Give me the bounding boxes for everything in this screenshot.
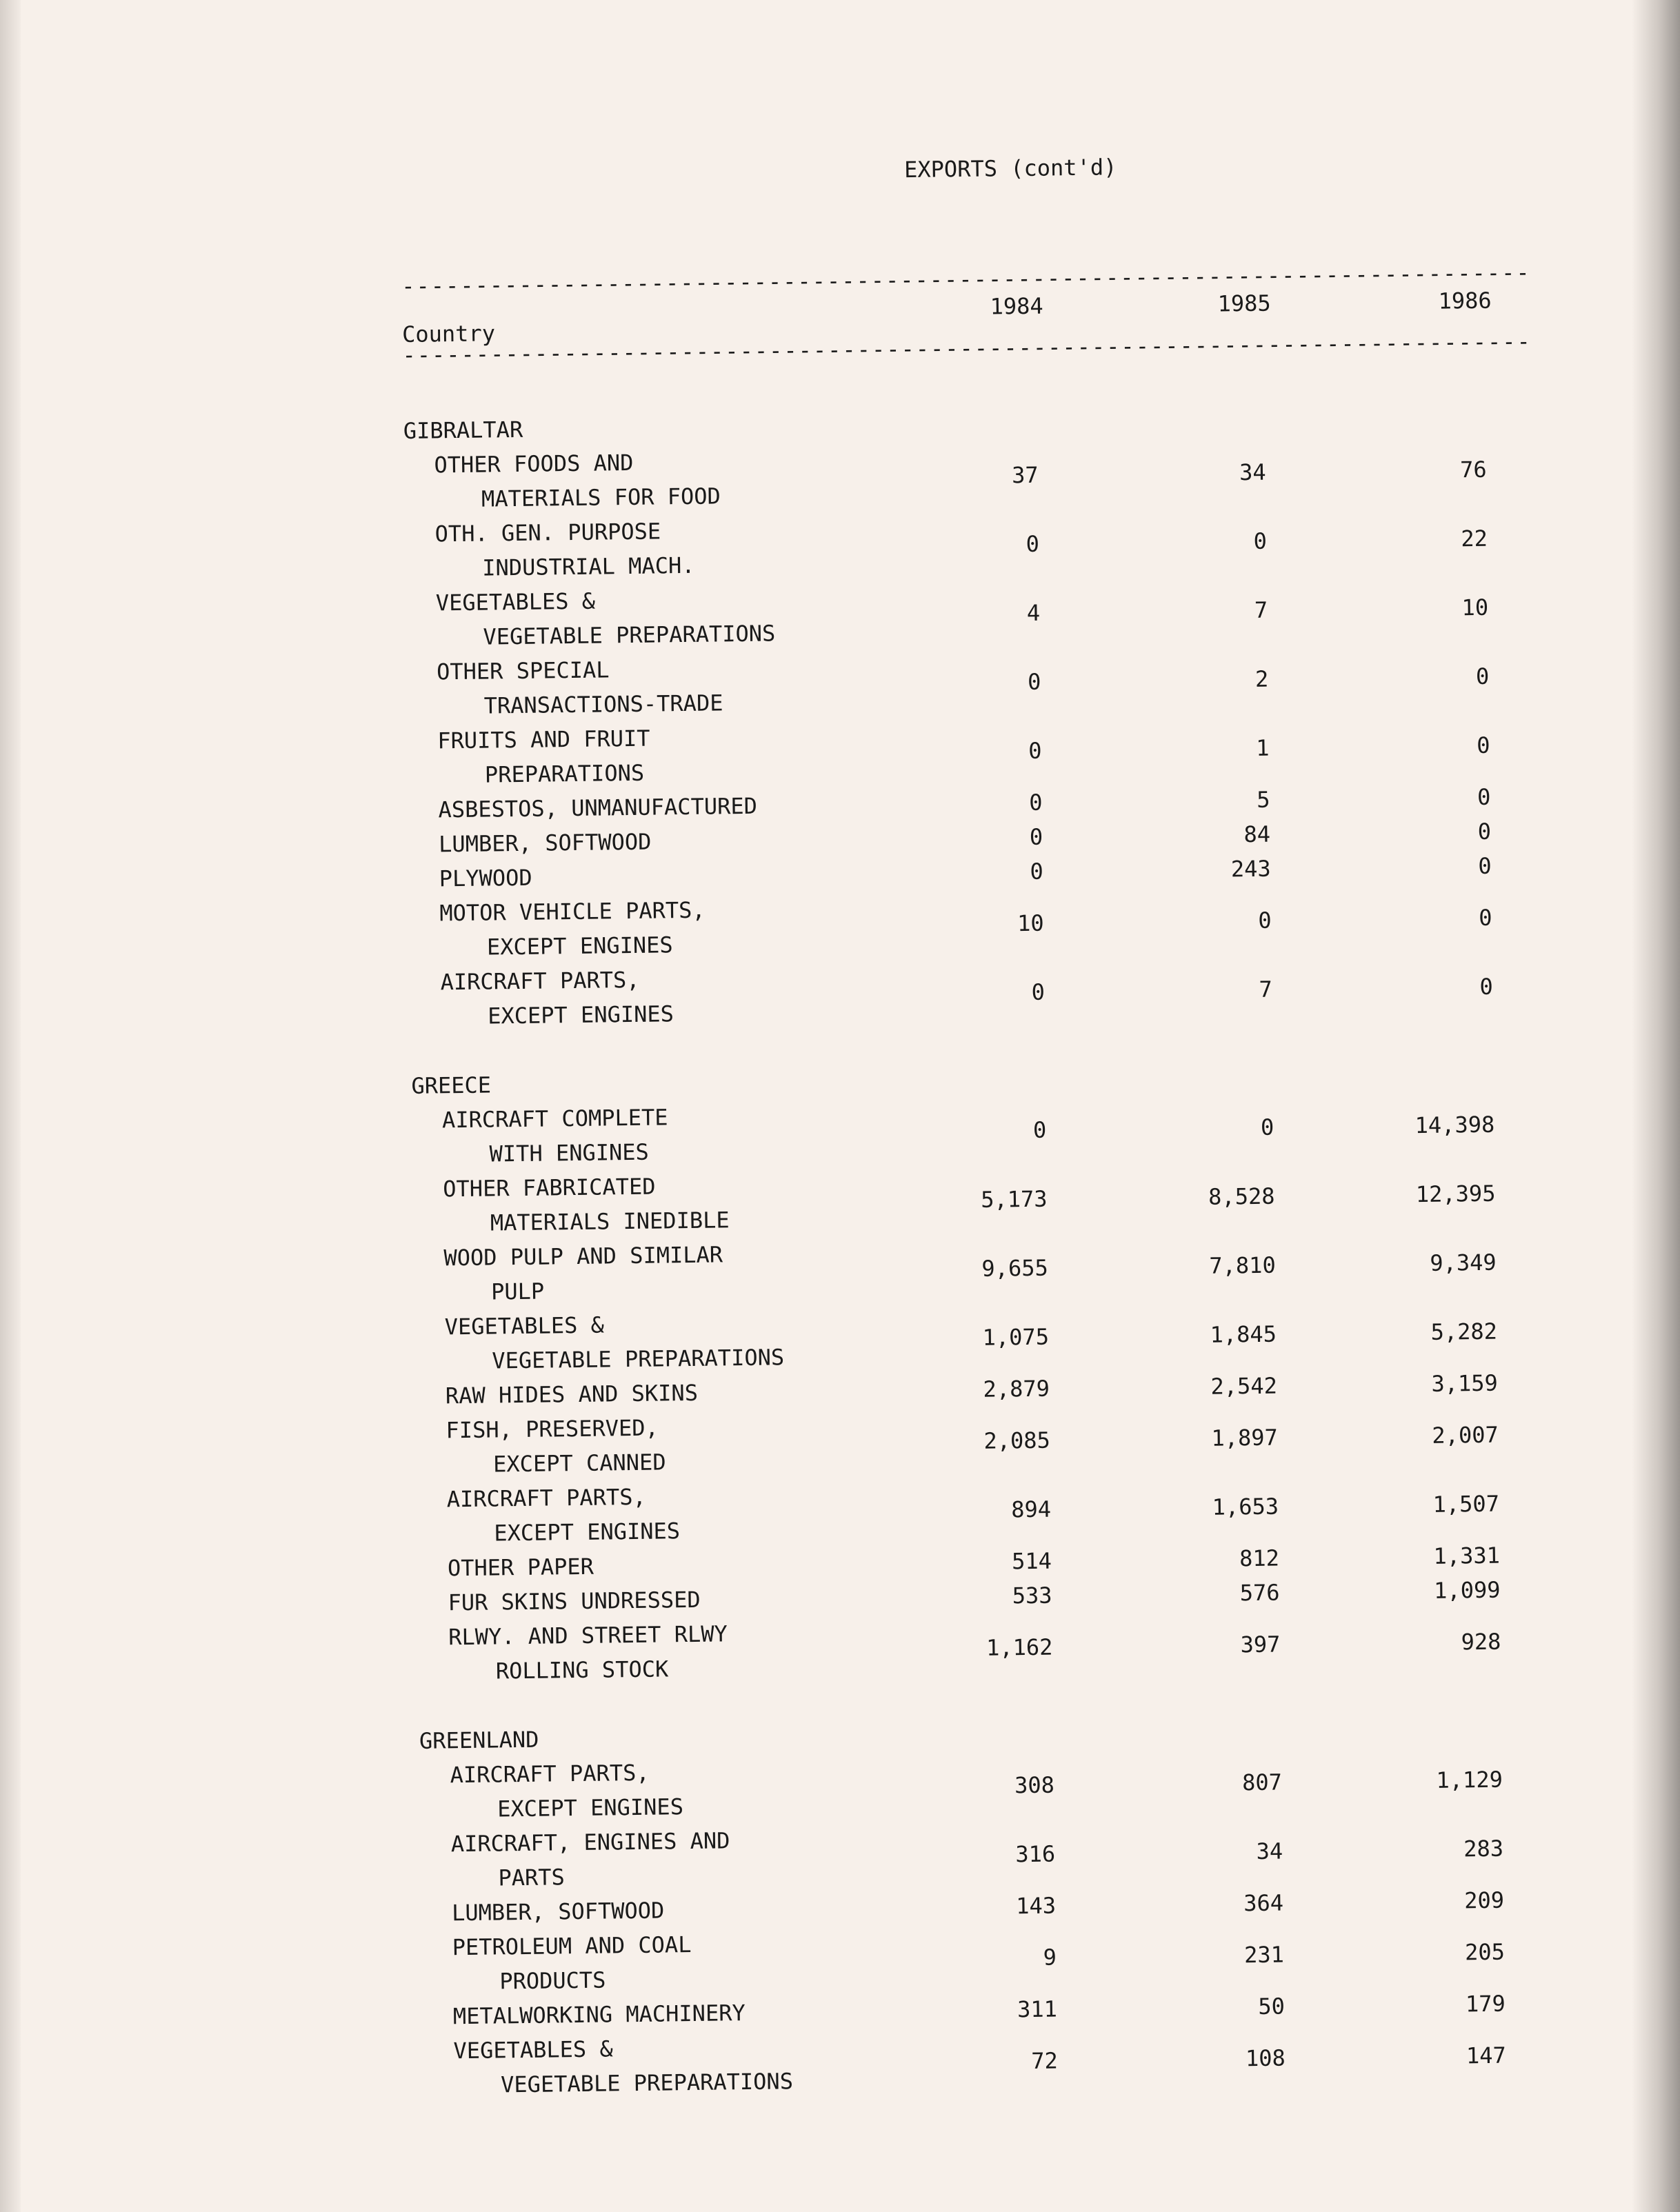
value-1986: 205 [1464,1938,1506,1966]
value-1985: 84 [1243,821,1271,848]
value-1985: 0 [1260,1114,1274,1140]
commodity-label-continuation: PRODUCTS [499,1967,606,1995]
table-row [406,572,1530,655]
table-row [421,1813,1546,1896]
commodity-label [406,579,961,655]
value-1984: 1,075 [982,1323,1050,1351]
value-1986: 1,129 [1436,1766,1503,1793]
value-1985: 231 [1243,1941,1285,1969]
commodity-label-continuation: VEGETABLE PREPARATIONS [483,620,776,650]
value-1986: 1,507 [1432,1490,1500,1518]
commodity-label-continuation: EXCEPT CANNED [492,1449,666,1478]
commodity-label-line: PETROLEUM AND COAL [452,1931,692,1961]
table-row [413,1227,1538,1310]
commodity-label-continuation: PREPARATIONS [484,759,645,788]
commodity-label-line: FUR SKINS UNDRESSED [448,1586,701,1616]
value-1985: 8,528 [1208,1183,1275,1210]
commodity-label [404,510,959,586]
value-1985: 34 [1256,1838,1283,1865]
value-1986: 179 [1465,1990,1506,2018]
value-1984: 514 [1011,1547,1052,1575]
value-1985: 243 [1230,855,1271,883]
value-1984: 894 [1010,1496,1052,1523]
value-1986: 76 [1459,456,1487,483]
country-name: GREECE [411,1072,492,1099]
country-group [411,1055,1543,1689]
commodity-label-line: OTHER FABRICATED [443,1173,656,1203]
value-1985: 364 [1243,1889,1284,1917]
commodity-label [416,1476,971,1551]
value-1985: 1,845 [1210,1320,1277,1348]
commodity-label-line: VEGETABLES & [453,2035,613,2064]
value-1986: 5,282 [1430,1318,1498,1345]
commodity-label-continuation: PARTS [498,1864,566,1891]
value-1986: 283 [1463,1835,1504,1862]
commodity-label-continuation: MATERIALS FOR FOOD [481,483,721,512]
commodity-label-continuation: PULP [490,1278,545,1305]
commodity-label-continuation: EXCEPT ENGINES [486,932,673,961]
country-name: GIBRALTAR [403,416,523,444]
commodity-label-line: OTH. GEN. PURPOSE [434,518,661,547]
commodity-label-line: LUMBER, SOFTWOOD [451,1897,665,1927]
commodity-label [418,1613,973,1689]
document [400,145,1548,2138]
table-row [416,1469,1541,1551]
commodity-label-continuation: MATERIALS INEDIBLE [490,1207,730,1236]
value-1984: 0 [1028,789,1043,816]
value-1984: 0 [1030,858,1043,885]
value-1986: 0 [1478,852,1492,879]
commodity-label-line: WOOD PULP AND SIMILAR [443,1241,723,1271]
binding-shadow [1632,0,1680,2212]
value-1984: 0 [1031,978,1046,1005]
table-row [406,641,1531,724]
table-row [404,503,1529,586]
value-1985: 1,897 [1211,1424,1278,1451]
value-1986: 9,349 [1430,1249,1497,1276]
value-1984: 0 [1027,668,1041,695]
commodity-label-line: MOTOR VEHICLE PARTS, [439,896,706,927]
commodity-label [421,1924,977,2000]
table-row [409,883,1534,965]
commodity-label [423,2027,978,2103]
country-group [419,1710,1548,2103]
column-header-country: Country [401,320,496,348]
value-1986: 928 [1461,1628,1501,1656]
table-row [415,1400,1540,1482]
value-1985: 7,810 [1209,1251,1276,1279]
commodity-label-line: METALWORKING MACHINERY [452,2000,746,2030]
value-1985: 576 [1239,1579,1280,1607]
value-1986: 22 [1461,525,1488,552]
value-1986: 0 [1475,663,1490,690]
commodity-label [415,1407,970,1482]
value-1984: 72 [1031,2047,1059,2075]
commodity-label-line: AIRCRAFT PARTS, [440,966,640,996]
commodity-label [419,1751,974,1827]
value-1985: 7 [1254,596,1268,623]
value-1984: 10 [1017,909,1044,937]
value-1984: 143 [1015,1892,1057,1920]
commodity-label [421,1820,976,1896]
value-1985: 397 [1240,1631,1281,1658]
table-row [414,1296,1539,1379]
value-1984: 9 [1043,1944,1057,1971]
value-1986: 0 [1479,904,1492,931]
value-1984: 316 [1015,1840,1056,1868]
value-1984: 2,879 [983,1375,1050,1402]
value-1986: 2,007 [1432,1421,1499,1449]
page-title: EXPORTS (cont'd) [903,154,1117,183]
value-1984: 308 [1014,1771,1055,1799]
commodity-label-line: AIRCRAFT PARTS, [446,1483,646,1513]
value-1984: 311 [1017,1995,1058,2023]
value-1986: 147 [1466,2042,1506,2069]
commodity-label [413,1234,968,1310]
commodity-label [412,1096,967,1172]
value-1984: 0 [1026,530,1040,557]
value-1985: 34 [1239,459,1266,486]
table-row [407,710,1532,793]
commodity-label-line: ASBESTOS, UNMANUFACTURED [438,792,758,823]
value-1985: 1 [1256,734,1270,761]
commodity-label-continuation: VEGETABLE PREPARATIONS [492,1344,785,1374]
value-1985: 5 [1256,786,1270,813]
value-1984: 37 [1011,461,1039,489]
commodity-label-line: OTHER FOODS AND [434,449,634,479]
table-row [423,2020,1548,2103]
value-1985: 812 [1239,1545,1280,1572]
commodity-label-line: PLYWOOD [439,864,532,892]
value-1986: 0 [1477,732,1490,758]
commodity-label-line: OTHER SPECIAL [436,656,610,685]
value-1984: 5,173 [980,1185,1048,1213]
value-1984: 2,085 [983,1427,1051,1454]
value-1985: 7 [1259,976,1273,1003]
commodity-label [412,1165,968,1241]
value-1986: 10 [1461,594,1489,621]
table-row [421,1917,1546,2000]
value-1986: 1,331 [1433,1542,1501,1569]
commodity-label [407,717,962,793]
commodity-label-continuation: WITH ENGINES [489,1138,650,1167]
commodity-label-continuation: EXCEPT ENGINES [487,1001,674,1029]
value-1986: 1,099 [1433,1576,1501,1604]
commodity-label-continuation: VEGETABLE PREPARATIONS [500,2068,794,2098]
commodity-label [414,1303,969,1379]
commodity-label-line: OTHER PAPER [447,1553,594,1582]
commodity-label-line: RAW HIDES AND SKINS [445,1379,699,1409]
exports-table [403,400,1548,2103]
commodity-label-continuation: INDUSTRIAL MACH. [482,552,695,581]
value-1984: 9,655 [981,1254,1048,1282]
commodity-label-continuation: TRANSACTIONS-TRADE [483,690,723,719]
value-1985: 0 [1258,907,1272,934]
page-edge [0,0,21,2212]
value-1984: 0 [1032,1116,1047,1143]
value-1985: 2,542 [1210,1372,1278,1400]
value-1986: 12,395 [1415,1180,1496,1208]
value-1986: 0 [1479,973,1494,1000]
country-group [403,400,1535,1034]
value-1984: 4 [1026,599,1041,626]
value-1984: 1,162 [986,1633,1053,1661]
commodity-label-line: VEGETABLES & [435,587,596,616]
table-row [410,952,1534,1034]
table-row [419,1745,1544,1827]
value-1984: 0 [1029,823,1043,850]
commodity-label-line: LUMBER, SOFTWOOD [438,828,652,858]
commodity-label-line: RLWY. AND STREET RLWY [448,1620,728,1651]
column-header-1984: 1984 [990,292,1043,320]
commodity-label [409,889,964,965]
commodity-label-line: AIRCRAFT COMPLETE [441,1104,668,1134]
table-row [412,1158,1537,1241]
commodity-label-continuation: EXCEPT ENGINES [497,1793,684,1822]
value-1986: 0 [1477,783,1491,810]
commodity-label-line: AIRCRAFT, ENGINES AND [450,1827,730,1858]
commodity-label-line: VEGETABLES & [444,1311,605,1340]
value-1984: 0 [1028,737,1042,764]
commodity-label [403,441,959,517]
table-row [403,434,1528,517]
commodity-label-line: FISH, PRESERVED, [446,1414,659,1444]
value-1985: 2 [1254,665,1269,692]
value-1986: 209 [1463,1887,1505,1914]
column-header-1986: 1986 [1438,287,1492,314]
commodity-label-continuation: ROLLING STOCK [495,1656,669,1685]
value-1985: 1,653 [1212,1493,1279,1520]
value-1986: 0 [1477,818,1492,845]
value-1985: 0 [1253,527,1268,554]
value-1985: 807 [1241,1769,1283,1796]
commodity-label [410,958,965,1034]
column-header-1985: 1985 [1217,290,1271,317]
country-name: GREENLAND [419,1726,539,1754]
table-row [412,1089,1537,1172]
commodity-label-line: AIRCRAFT PARTS, [450,1759,650,1789]
table-row [418,1607,1543,1689]
commodity-label [406,648,961,724]
value-1984: 533 [1012,1582,1052,1609]
value-1985: 50 [1258,1993,1286,2020]
value-1986: 3,159 [1431,1369,1499,1397]
value-1986: 14,398 [1414,1111,1495,1139]
commodity-label-continuation: EXCEPT ENGINES [494,1518,681,1547]
commodity-label-line: FRUITS AND FRUIT [437,725,650,754]
value-1985: 108 [1245,2044,1286,2072]
